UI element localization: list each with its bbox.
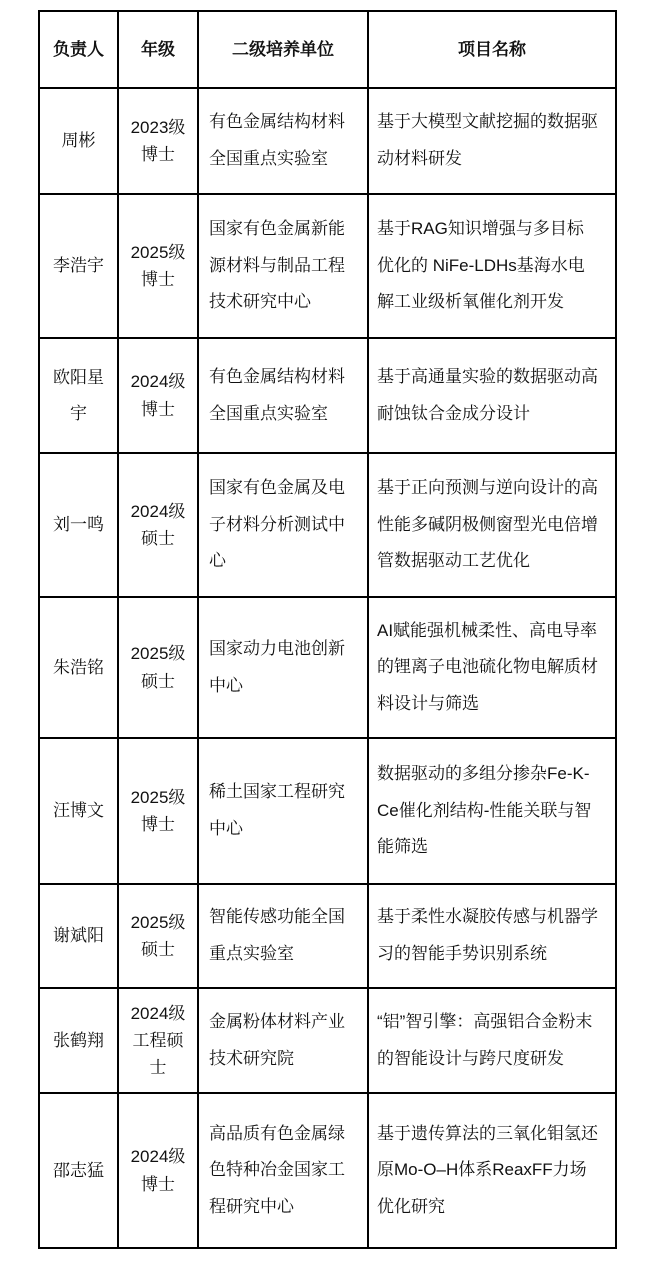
cell-person-name: 汪博文 [39,738,118,884]
cell-project-title: 基于RAG知识增强与多目标优化的 NiFe-LDHs基海水电解工业级析氧催化剂开发 [368,194,616,338]
cell-person-name: 李浩宇 [39,194,118,338]
cell-training-unit: 智能传感功能全国重点实验室 [198,884,368,988]
cell-person-name: 邵志猛 [39,1093,118,1248]
cell-grade: 2024级硕士 [118,453,198,597]
table-row [39,338,616,453]
table-row [39,453,616,597]
column-header-project: 项目名称 [368,11,616,88]
projects-table [38,10,617,1249]
cell-training-unit: 稀土国家工程研究中心 [198,738,368,884]
table-row [39,988,616,1093]
cell-project-title: AI赋能强机械柔性、高电导率的锂离子电池硫化物电解质材料设计与筛选 [368,597,616,738]
table-row [39,194,616,338]
cell-project-title: 基于正向预测与逆向设计的高性能多碱阴极侧窗型光电倍增管数据驱动工艺优化 [368,453,616,597]
cell-project-title: 基于高通量实验的数据驱动高耐蚀钛合金成分设计 [368,338,616,453]
column-header-unit: 二级培养单位 [198,11,368,88]
cell-grade: 2025级博士 [118,194,198,338]
table-row [39,738,616,884]
table-row [39,597,616,738]
cell-person-name: 张鹤翔 [39,988,118,1093]
cell-project-title: 基于遗传算法的三氧化钼氢还原Mo-O–H体系ReaxFF力场优化研究 [368,1093,616,1248]
cell-training-unit: 有色金属结构材料全国重点实验室 [198,88,368,194]
cell-training-unit: 金属粉体材料产业技术研究院 [198,988,368,1093]
cell-person-name: 欧阳星宇 [39,338,118,453]
table-row [39,1093,616,1248]
cell-project-title: 基于柔性水凝胶传感与机器学习的智能手势识别系统 [368,884,616,988]
table-header [39,11,616,88]
cell-grade: 2024级博士 [118,1093,198,1248]
cell-training-unit: 国家有色金属及电子材料分析测试中心 [198,453,368,597]
cell-project-title: 数据驱动的多组分掺杂Fe-K-Ce催化剂结构-性能关联与智能筛选 [368,738,616,884]
cell-training-unit: 有色金属结构材料全国重点实验室 [198,338,368,453]
cell-person-name: 谢斌阳 [39,884,118,988]
table-row [39,88,616,194]
table-body [39,88,616,1248]
column-header-person: 负责人 [39,11,118,88]
cell-person-name: 周彬 [39,88,118,194]
cell-training-unit: 高品质有色金属绿色特种冶金国家工程研究中心 [198,1093,368,1248]
cell-training-unit: 国家有色金属新能源材料与制品工程技术研究中心 [198,194,368,338]
cell-person-name: 刘一鸣 [39,453,118,597]
column-header-grade: 年级 [118,11,198,88]
cell-grade: 2023级博士 [118,88,198,194]
cell-grade: 2024级工程硕士 [118,988,198,1093]
cell-project-title: 基于大模型文献挖掘的数据驱动材料研发 [368,88,616,194]
table-row [39,884,616,988]
cell-grade: 2025级博士 [118,738,198,884]
cell-grade: 2025级硕士 [118,597,198,738]
cell-person-name: 朱浩铭 [39,597,118,738]
cell-grade: 2025级硕士 [118,884,198,988]
cell-grade: 2024级博士 [118,338,198,453]
header-row [39,11,616,88]
cell-training-unit: 国家动力电池创新中心 [198,597,368,738]
cell-project-title: “铝”智引擎：高强铝合金粉末的智能设计与跨尺度研发 [368,988,616,1093]
